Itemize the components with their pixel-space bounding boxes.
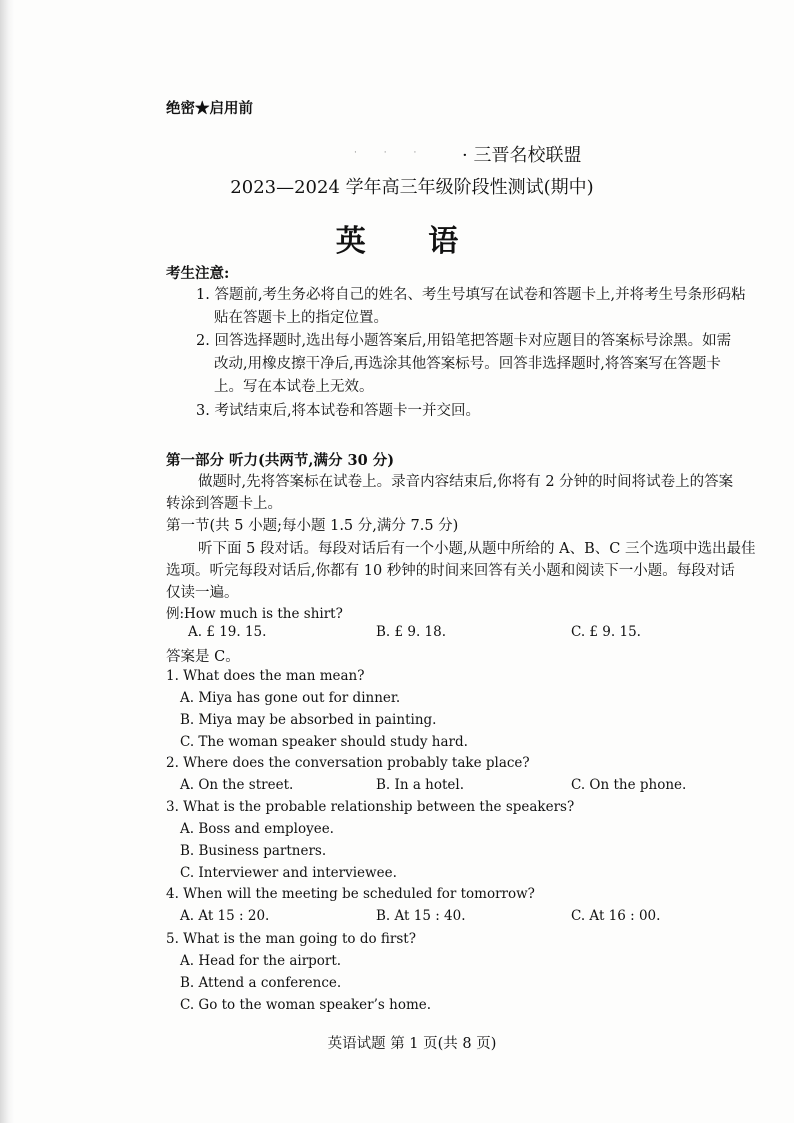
question-1-option-a: A. Miya has gone out for dinner. (180, 690, 401, 706)
example-answer: 答案是 C。 (166, 649, 240, 665)
question-4-option-c: C. At 16 : 00. (571, 908, 661, 924)
part1-intro-line-1: 做题时,先将答案标在试卷上。录音内容结束后,你将有 2 分钟的时间将试卷上的答案 (198, 474, 734, 490)
question-2-option-b: B. In a hotel. (376, 777, 465, 793)
section1-heading: 第一节(共 5 小题;每小题 1.5 分,满分 7.5 分) (166, 518, 459, 534)
example-option-a: A. £ 19. 15. (188, 624, 267, 640)
question-3-stem: 3. What is the probable relationship between the speakers? (166, 799, 575, 815)
section1-instruction-line-1: 听下面 5 段对话。每段对话后有一个小题,从题中所给的 A、B、C 三个选项中选出最佳 (198, 541, 756, 557)
question-2-option-a: A. On the street. (180, 777, 294, 793)
notice-item-2-line-1: 2. 回答选择题时,选出每小题答案后,用铅笔把答题卡对应题目的答案标号涂黑。如需 (196, 333, 732, 349)
question-5-option-c: C. Go to the woman speaker’s home. (180, 997, 432, 1013)
question-2-stem: 2. Where does the conversation probably take place? (166, 755, 530, 771)
confidential-label: 绝密★启用前 (166, 100, 253, 117)
scan-artifact: · · · (354, 148, 429, 158)
section1-instruction-line-2: 选项。听完每段对话后,你都有 10 秒钟的时间来回答有关小题和阅读下一小题。每段对话 (166, 563, 735, 579)
notice-item-2-line-2: 改动,用橡皮擦干净后,再选涂其他答案标号。回答非选择题时,将答案写在答题卡 (214, 356, 721, 372)
question-1-option-b: B. Miya may be absorbed in painting. (180, 712, 437, 728)
notice-item-1-line-1: 1. 答题前,考生务必将自己的姓名、考生号填写在试卷和答题卡上,并将考生号条形码粘 (196, 287, 746, 303)
page-footer: 英语试题 第 1 页(共 8 页) (327, 1036, 497, 1052)
question-2-option-c: C. On the phone. (571, 777, 687, 793)
question-1-option-c: C. The woman speaker should study hard. (180, 734, 468, 750)
question-4-option-b: B. At 15 : 40. (376, 908, 466, 924)
question-3-option-a: A. Boss and employee. (180, 821, 334, 837)
part1-intro-line-2: 转涂到答题卡上。 (166, 496, 282, 512)
notice-item-1-line-2: 贴在答题卡上的指定位置。 (214, 310, 388, 326)
notice-item-2-line-3: 上。写在本试卷上无效。 (214, 379, 374, 395)
question-3-option-b: B. Business partners. (180, 843, 327, 859)
example-option-b: B. £ 9. 18. (376, 624, 447, 640)
question-5-option-a: A. Head for the airport. (180, 953, 342, 969)
scan-edge-shadow (0, 0, 14, 1123)
question-5-option-b: B. Attend a conference. (180, 975, 342, 991)
exam-title: 2023—2024 学年高三年级阶段性测试(期中) (230, 177, 594, 198)
section1-instruction-line-3: 仅读一遍。 (166, 585, 239, 601)
question-1-stem: 1. What does the man mean? (166, 668, 365, 684)
part1-heading: 第一部分 听力(共两节,满分 30 分) (166, 452, 395, 469)
notice-item-3-line-1: 3. 考试结束后,将本试卷和答题卡一并交回。 (196, 403, 481, 419)
subject-title: 英 语 (335, 224, 485, 259)
organization-name: · 三晋名校联盟 (462, 145, 582, 166)
notice-heading: 考生注意: (166, 265, 230, 282)
example-question: 例:How much is the shirt? (166, 606, 343, 622)
question-4-stem: 4. When will the meeting be scheduled for tomorrow? (166, 886, 535, 902)
question-4-option-a: A. At 15 : 20. (180, 908, 270, 924)
question-3-option-c: C. Interviewer and interviewee. (180, 865, 397, 881)
example-option-c: C. £ 9. 15. (571, 624, 641, 640)
question-5-stem: 5. What is the man going to do first? (166, 931, 416, 947)
